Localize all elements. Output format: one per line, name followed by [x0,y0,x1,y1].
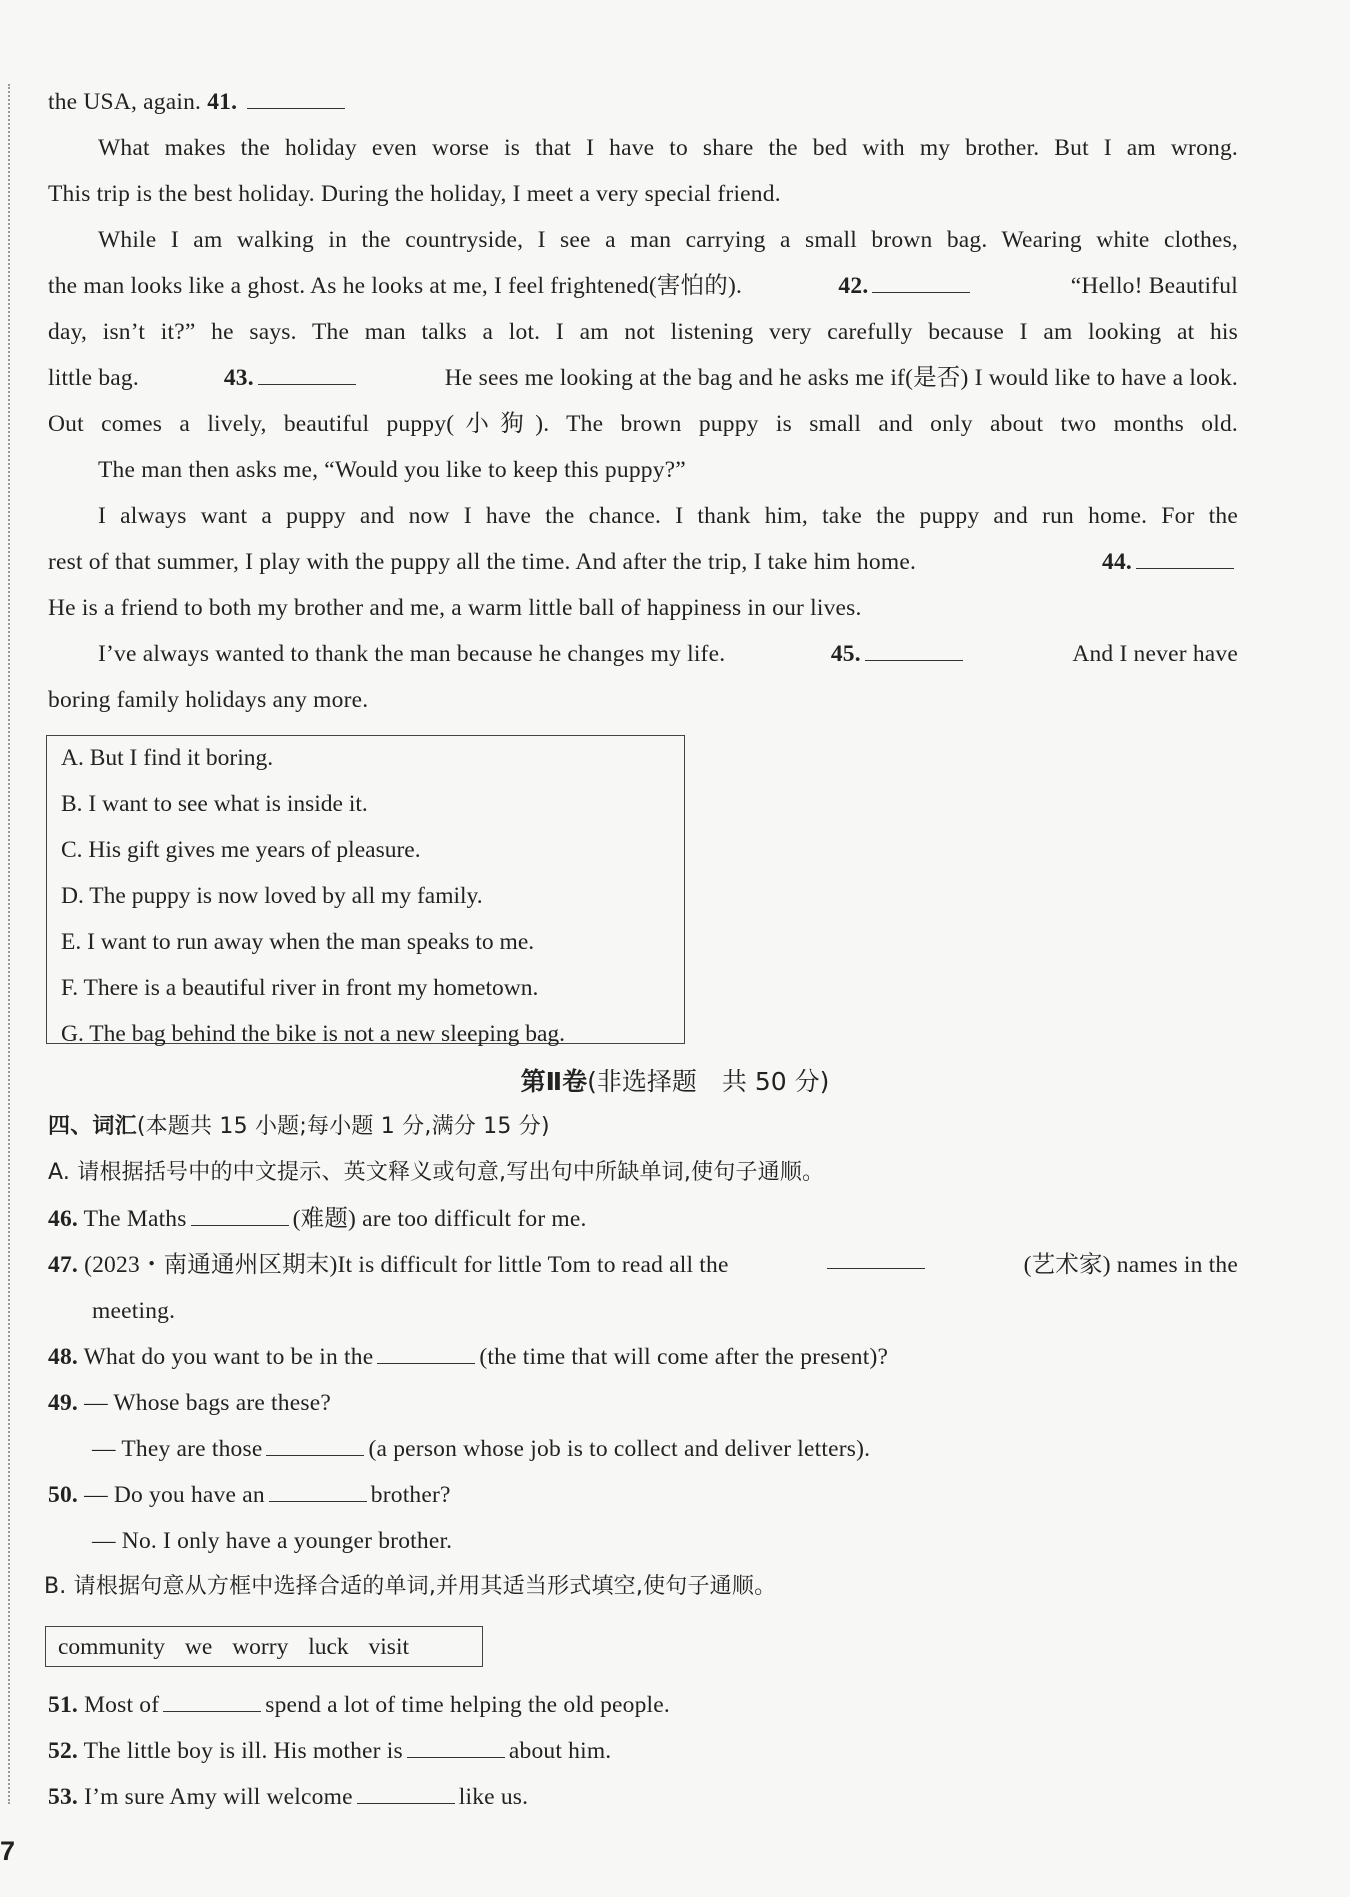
option-a: A. But I find it boring. [61,745,274,771]
passage-line-11: rest of that summer, I play with the puppy all the time. And after the trip, I take him home. 44. [48,545,1238,579]
answer-blank-47[interactable] [827,1248,925,1269]
answer-blank-50[interactable] [269,1481,367,1502]
part-a-instruction: A. 请根据括号中的中文提示、英文释义或句意,写出句中所缺单词,使句子通顺。 [48,1160,825,1185]
option-e: E. I want to run away when the man speaks to me. [61,929,535,955]
passage-line-14: boring family holidays any more. [48,687,369,713]
question-48: 48. What do you want to be in the (the time that will come after the present)? [48,1344,889,1370]
part-4-heading: 四、词汇(本题共 15 小题;每小题 1 分,满分 15 分) [48,1114,550,1139]
question-47: 47. (2023・南通通州区期末)It is difficult for little Tom to read all the (艺术家) names in the [48,1248,1238,1282]
passage-line-10: I always want a puppy and now I have the chance. I thank him, take the puppy and run home. For the [98,503,1238,529]
option-d: D. The puppy is now loved by all my family. [61,883,483,909]
question-47-continued: meeting. [92,1298,176,1324]
answer-blank-44[interactable] [1136,548,1234,569]
question-50-reply: — No. I only have a younger brother. [92,1528,453,1554]
options-box [46,735,685,1047]
option-b: B. I want to see what is inside it. [61,791,368,817]
option-g: G. The bag behind the bike is not a new sleeping bag. [61,1021,566,1047]
passage-line-4: While I am walking in the countryside, I see a man carrying a small brown bag. Wearing white clothes, [98,227,1238,253]
answer-blank-53[interactable] [357,1783,455,1804]
passage-line-9: The man then asks me, “Would you like to keep this puppy?” [98,457,686,483]
question-53: 53. I’m sure Amy will welcome like us. [48,1784,529,1810]
question-49: 49. — Whose bags are these? [48,1390,331,1416]
answer-blank-41[interactable] [247,88,345,109]
question-46: 46. The Maths (难题) are too difficult for me. [48,1206,587,1232]
passage-line-8: Out comes a lively, beautiful puppy(小狗). The brown puppy is small and only about two months old. [48,411,1238,437]
word-box: community we worry luck visit [45,1626,483,1667]
passage-line-6: day, isn’t it?” he says. The man talks a lot. I am not listening very carefully because I am looking at his [48,319,1238,345]
answer-blank-52[interactable] [407,1737,505,1758]
question-52: 52. The little boy is ill. His mother is about him. [48,1738,612,1764]
answer-blank-49[interactable] [266,1435,364,1456]
passage-line-12: He is a friend to both my brother and me, a warm little ball of happiness in our lives. [48,595,862,621]
answer-blank-42[interactable] [872,272,970,293]
passage-line-3: This trip is the best holiday. During the holiday, I meet a very special friend. [48,181,781,207]
question-51: 51. Most of spend a lot of time helping the old people. [48,1692,670,1718]
section-title: 第Ⅱ卷(非选择题 共 50 分) [520,1067,830,1096]
passage-line-13: I’ve always wanted to thank the man because he changes my life. 45. And I never have [98,641,1238,667]
question-49-reply: — They are those (a person whose job is to collect and deliver letters). [92,1436,871,1462]
option-c: C. His gift gives me years of pleasure. [61,837,421,863]
answer-blank-46[interactable] [191,1205,289,1226]
passage-line-7: little bag. 43. He sees me looking at the bag and he asks me if(是否) I would like to have a look. [48,365,1238,391]
answer-blank-45[interactable] [865,640,963,661]
page-number: 7 [0,1836,16,1866]
passage-line-5: the man looks like a ghost. As he looks at me, I feel frightened(害怕的). 42. “Hello! Beautiful [48,273,1238,299]
question-50: 50. — Do you have an brother? [48,1482,451,1508]
margin-line [8,84,10,1804]
answer-blank-48[interactable] [377,1343,475,1364]
part-b-instruction: B. 请根据句意从方框中选择合适的单词,并用其适当形式填空,使句子通顺。 [44,1574,777,1599]
passage-line-2: What makes the holiday even worse is that I have to share the bed with my brother. But I am wrong. [98,135,1238,161]
question-41-number: 41. [207,89,238,115]
answer-blank-51[interactable] [163,1691,261,1712]
option-f: F. There is a beautiful river in front my hometown. [61,975,539,1001]
passage-line-1: the USA, again. 41. [48,85,349,119]
answer-blank-43[interactable] [258,364,356,385]
